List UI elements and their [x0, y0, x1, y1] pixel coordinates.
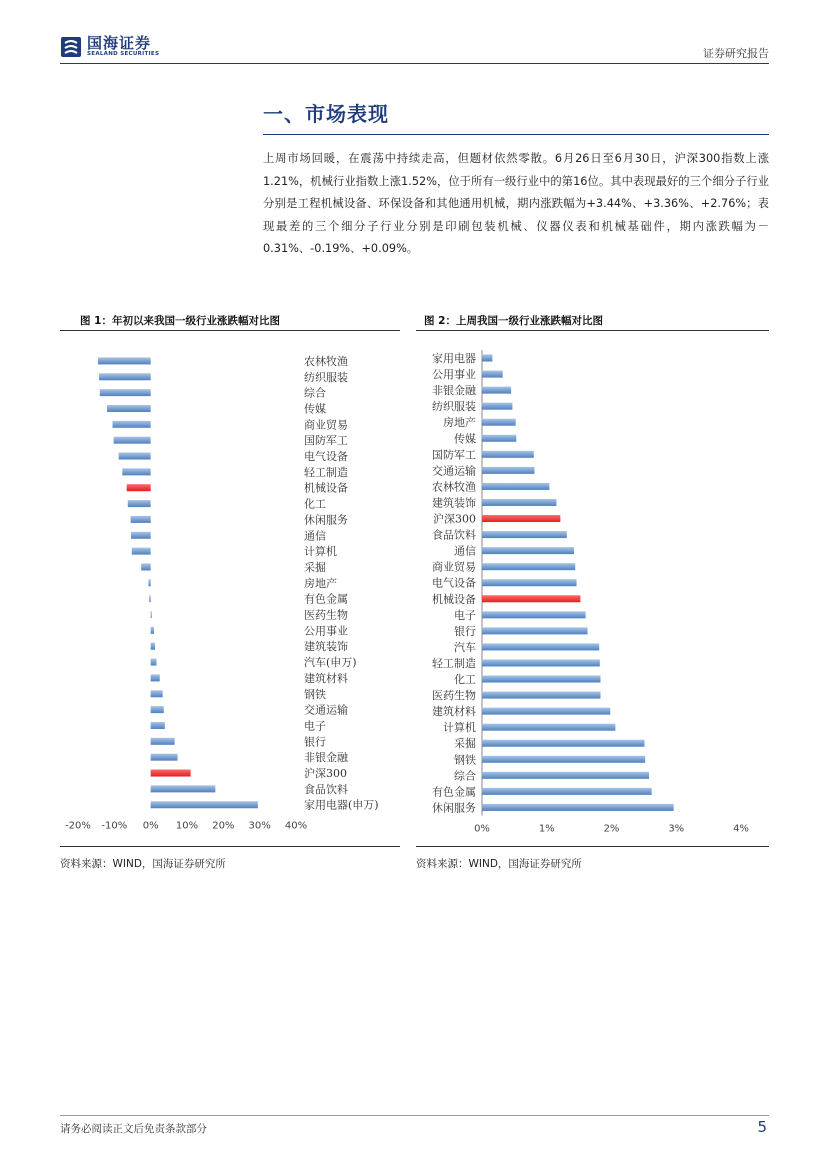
weekly-category-label: 商业贸易	[432, 560, 476, 574]
ytd-category-label: 电气设备	[304, 450, 348, 464]
figure-1-bottom-rule	[60, 846, 400, 847]
ytd-x-tick-label: 20%	[212, 820, 235, 832]
ytd-category-label: 商业贸易	[304, 418, 348, 432]
weekly-category-label: 休闲服务	[432, 801, 476, 815]
weekly-bar-25	[482, 740, 645, 747]
weekly-category-label: 银行	[454, 624, 476, 638]
weekly-bar-17	[482, 611, 586, 618]
ytd-category-label: 医药生物	[304, 608, 348, 622]
weekly-category-label: 采掘	[454, 737, 476, 751]
ytd-x-tick-label: 30%	[248, 820, 271, 832]
ytd-category-label: 化工	[304, 497, 326, 511]
weekly-bar-12	[482, 531, 567, 538]
ytd-category-label: 房地产	[304, 576, 337, 590]
ytd-bar-13	[132, 548, 151, 555]
weekly-bar-6	[482, 435, 516, 442]
ytd-bar-17	[151, 611, 152, 618]
weekly-category-label: 综合	[454, 769, 476, 783]
ytd-category-label: 通信	[304, 529, 326, 543]
weekly-bar-21	[482, 676, 600, 683]
title-divider	[263, 134, 769, 135]
ytd-bar-22	[151, 690, 163, 697]
figure-2-bottom-rule	[416, 846, 769, 847]
ytd-bar-28	[151, 785, 216, 792]
ytd-x-tick-label: 40%	[284, 820, 308, 832]
weekly-bar-13	[482, 547, 574, 554]
weekly-bar-23	[482, 708, 610, 715]
ytd-category-label: 机械设备	[304, 481, 348, 495]
figure-2-title: 图 2：上周我国一级行业涨跌幅对比图	[424, 315, 603, 327]
section-title: 一、市场表现	[263, 102, 389, 126]
weekly-bar-7	[482, 451, 534, 458]
ytd-category-label: 农林牧渔	[304, 354, 348, 368]
ytd-x-tick-label: -20%	[65, 820, 91, 832]
ytd-category-label: 电子	[304, 719, 326, 733]
ytd-category-label: 交通运输	[304, 703, 348, 717]
ytd-bar-27	[151, 770, 191, 777]
weekly-category-label: 沪深300	[433, 512, 476, 526]
ytd-x-tick-label: 10%	[175, 820, 199, 832]
ytd-category-label: 计算机	[304, 545, 337, 559]
ytd-bar-2	[99, 373, 151, 380]
ytd-category-label: 食品饮料	[304, 782, 348, 796]
logo-name-cn: 国海证券	[87, 34, 152, 52]
weekly-bar-26	[482, 756, 645, 763]
ytd-category-label: 纺织服装	[304, 370, 348, 384]
page-number: 5	[757, 1118, 767, 1136]
ytd-category-label: 轻工制造	[304, 465, 348, 479]
weekly-bar-8	[482, 467, 534, 474]
weekly-x-tick-label: 2%	[603, 823, 620, 835]
chart-weekly-industry-returns	[416, 345, 769, 840]
weekly-bar-24	[482, 724, 615, 731]
weekly-category-label: 公用事业	[432, 368, 476, 382]
weekly-bar-29	[482, 804, 674, 811]
weekly-category-label: 传媒	[454, 432, 476, 446]
weekly-category-label: 钢铁	[454, 753, 476, 767]
ytd-bar-8	[122, 468, 150, 475]
ytd-bar-23	[151, 706, 164, 713]
ytd-category-label: 银行	[304, 735, 326, 749]
ytd-bar-6	[114, 437, 151, 444]
weekly-category-label: 有色金属	[432, 785, 476, 799]
ytd-bar-5	[113, 421, 151, 428]
ytd-bar-9	[127, 484, 151, 491]
ytd-category-label: 有色金属	[304, 592, 348, 606]
figure-1-title: 图 1：年初以来我国一级行业涨跌幅对比图	[80, 315, 280, 327]
report-type-label: 证券研究报告	[703, 47, 769, 60]
weekly-category-label: 汽车	[454, 640, 476, 654]
market-summary-paragraph: 上周市场回暖，在震荡中持续走高，但题材依然零散。6月26日至6月30日，沪深300指数上涨1.21%，机械行业指数上涨1.52%，位于所有一级行业中的第16位。其中表现最好的三个细分子行业分别是工程机械设备、环保设备和其他通用机械，期内涨跌幅为+3.44%、+3.36%、+2.76%；表现最差的三个细分子行业分别是印刷包装机械、仪器仪表和机械基础件，期内涨跌幅为－0.31%、-0.19%、+0.09%。	[263, 152, 769, 255]
weekly-bar-10	[482, 499, 556, 506]
weekly-category-label: 计算机	[443, 721, 476, 735]
weekly-category-label: 建筑装饰	[432, 496, 476, 510]
ytd-bar-29	[151, 801, 258, 808]
ytd-x-tick-label: -10%	[101, 820, 128, 832]
ytd-category-label: 公用事业	[304, 624, 348, 638]
weekly-bar-9	[482, 483, 549, 490]
ytd-category-label: 国防军工	[304, 434, 348, 448]
logo-mark-icon	[60, 36, 82, 58]
ytd-bar-15	[148, 579, 150, 586]
footer-divider	[60, 1115, 769, 1116]
weekly-bar-16	[482, 595, 580, 602]
disclaimer-note: 请务必阅读正文后免责条款部分	[60, 1123, 207, 1135]
ytd-x-tick-label: 0%	[142, 820, 159, 832]
weekly-bar-27	[482, 772, 649, 779]
ytd-category-label: 建筑装饰	[304, 640, 348, 654]
weekly-category-label: 非银金融	[432, 384, 476, 398]
ytd-category-label: 非银金融	[304, 751, 348, 765]
ytd-bar-1	[98, 357, 151, 364]
weekly-bar-15	[482, 579, 577, 586]
ytd-bar-16	[149, 595, 150, 602]
weekly-x-tick-label: 4%	[733, 823, 749, 835]
weekly-category-label: 电子	[454, 608, 476, 622]
weekly-category-label: 建筑材料	[432, 705, 476, 719]
weekly-bar-1	[482, 355, 492, 362]
ytd-category-label: 休闲服务	[304, 513, 348, 527]
ytd-category-label: 钢铁	[304, 687, 326, 701]
weekly-category-label: 房地产	[443, 416, 476, 430]
weekly-category-label: 交通运输	[432, 464, 476, 478]
weekly-bar-22	[482, 692, 600, 699]
weekly-category-label: 电气设备	[432, 576, 476, 590]
weekly-bar-19	[482, 643, 599, 650]
ytd-category-label: 传媒	[304, 402, 326, 416]
weekly-bar-20	[482, 659, 600, 666]
weekly-bar-28	[482, 788, 652, 795]
weekly-category-label: 通信	[454, 544, 476, 558]
ytd-category-label: 汽车(申万)	[304, 656, 357, 670]
weekly-bar-3	[482, 387, 511, 394]
ytd-bar-24	[151, 722, 165, 729]
ytd-bar-10	[128, 500, 151, 507]
ytd-bar-25	[151, 738, 175, 745]
ytd-bar-11	[131, 516, 151, 523]
ytd-category-label: 沪深300	[304, 767, 347, 781]
weekly-category-label: 家用电器	[432, 352, 476, 366]
weekly-category-label: 农林牧渔	[432, 480, 476, 494]
weekly-x-tick-label: 3%	[668, 823, 685, 835]
ytd-bar-19	[151, 643, 155, 650]
figure-2-top-rule	[416, 330, 769, 331]
figure-1-source: 资料来源：WIND，国海证券研究所	[60, 858, 226, 870]
figure-1-top-rule	[60, 330, 400, 331]
weekly-bar-11	[482, 515, 560, 522]
ytd-bar-20	[151, 659, 157, 666]
weekly-category-label: 机械设备	[432, 592, 476, 606]
chart-ytd-industry-returns	[60, 345, 400, 840]
weekly-x-tick-label: 1%	[538, 823, 555, 835]
weekly-bar-2	[482, 371, 503, 378]
ytd-category-label: 采掘	[304, 560, 326, 574]
ytd-category-label: 综合	[304, 386, 326, 400]
weekly-category-label: 医药生物	[432, 689, 476, 703]
ytd-bar-26	[151, 754, 178, 761]
weekly-category-label: 纺织服装	[432, 400, 476, 414]
ytd-bar-3	[100, 389, 151, 396]
company-logo	[60, 36, 159, 58]
ytd-bar-21	[151, 674, 160, 681]
ytd-category-label: 建筑材料	[304, 671, 348, 685]
ytd-bar-12	[131, 532, 151, 539]
logo-name-en: SEALAND SECURITIES	[87, 51, 160, 57]
ytd-bar-7	[119, 453, 151, 460]
weekly-category-label: 化工	[454, 673, 476, 687]
weekly-category-label: 国防军工	[432, 448, 476, 462]
ytd-bar-18	[151, 627, 154, 634]
weekly-bar-4	[482, 403, 512, 410]
weekly-category-label: 轻工制造	[432, 656, 476, 670]
page-header	[60, 34, 769, 64]
weekly-category-label: 食品饮料	[432, 528, 476, 542]
ytd-bar-14	[141, 563, 150, 570]
ytd-bar-4	[107, 405, 151, 412]
ytd-category-label: 家用电器(申万)	[304, 798, 379, 812]
weekly-bar-5	[482, 419, 516, 426]
weekly-x-tick-label: 0%	[474, 823, 490, 835]
weekly-bar-14	[482, 563, 575, 570]
weekly-bar-18	[482, 627, 588, 634]
figure-2-source: 资料来源：WIND，国海证券研究所	[416, 858, 582, 870]
